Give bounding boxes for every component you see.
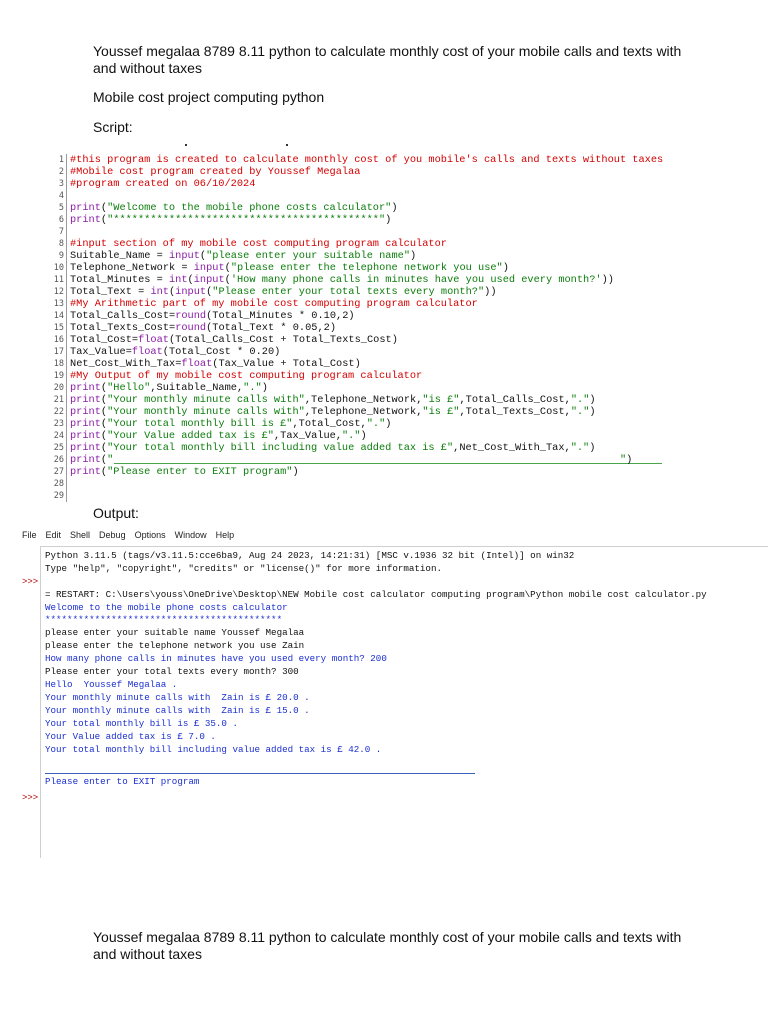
gutter-divider (66, 370, 67, 382)
code-line (46, 454, 706, 466)
document-subtitle: Mobile cost project computing python (93, 89, 325, 105)
menu-edit[interactable]: Edit (45, 530, 62, 540)
code-text: #My Output of my mobile cost computing program calculator (70, 370, 423, 382)
code-line (46, 262, 706, 274)
line-number: 9 (58, 251, 64, 261)
code-text: print("Your total monthly bill is £",Total_Cost,".") (70, 418, 392, 430)
gutter-divider (66, 430, 67, 442)
code-text: Total_Calls_Cost=round(Total_Minutes * 0.10,2) (70, 310, 355, 322)
line-number: 22 (53, 407, 64, 417)
code-text: #this program is created to calculate monthly cost of you mobile's calls and texts without taxes (70, 154, 664, 166)
code-line (46, 310, 706, 322)
code-text: print(" ") (70, 454, 633, 466)
gutter-divider (66, 334, 67, 346)
code-text: Tax_Value=float(Total_Cost * 0.20) (70, 346, 281, 358)
shell-gutter (40, 546, 41, 858)
gutter-divider (66, 238, 67, 250)
gutter-divider (66, 286, 67, 298)
python-banner-help: Type "help", "copyright", "credits" or "license()" for more information. (45, 563, 442, 574)
line-number: 26 (53, 455, 64, 465)
line-number: 19 (53, 371, 64, 381)
shell-input-line: please enter your suitable name Youssef Megalaa (45, 627, 305, 638)
gutter-divider (66, 406, 67, 418)
gutter-divider (66, 394, 67, 406)
code-text: Total_Text = int(input("Please enter your total texts every month?")) (70, 286, 497, 298)
code-text: print("Please enter to EXIT program") (70, 466, 299, 478)
shell-output-line: Please enter to EXIT program (45, 776, 200, 787)
gutter-divider (66, 478, 67, 490)
restart-line: = RESTART: C:\Users\youss\OneDrive\Desktop\NEW Mobile cost calculator computing program\Python mobile cost calculator.py (45, 589, 707, 600)
code-text: #input section of my mobile cost computing program calculator (70, 238, 447, 250)
gutter-divider (66, 322, 67, 334)
code-line (46, 238, 706, 250)
code-line (46, 322, 706, 334)
shell-output-line: Your monthly minute calls with Zain is £ 20.0 . (45, 692, 310, 703)
line-number: 3 (58, 179, 64, 189)
code-text: print("*******************************************") (70, 214, 392, 226)
script-label: Script: (93, 119, 133, 135)
python-banner: Python 3.11.5 (tags/v3.11.5:cce6ba9, Aug 24 2023, 14:21:31) [MSC v.1936 32 bit (Intel)] on win32 (45, 550, 575, 561)
code-line (46, 466, 706, 478)
shell-input-line: Please enter your total texts every month? 300 (45, 666, 299, 677)
line-number: 15 (53, 323, 64, 333)
output-separator (45, 773, 475, 774)
shell-output-line: Your total monthly bill is £ 35.0 . (45, 718, 238, 729)
code-text: print("Welcome to the mobile phone costs calculator") (70, 202, 398, 214)
code-line (46, 202, 706, 214)
code-line (46, 358, 706, 370)
code-text: Total_Cost=float(Total_Calls_Cost + Total_Texts_Cost) (70, 334, 398, 346)
shell-output-line: Hello Youssef Megalaa . (45, 679, 178, 690)
gutter-divider (66, 418, 67, 430)
shell-prompt: >>> (22, 793, 39, 803)
code-text: Total_Minutes = int(input('How many phone calls in minutes have you used every month?')) (70, 274, 614, 286)
gutter-divider (66, 154, 67, 166)
shell-output-line: Welcome to the mobile phone costs calculator (45, 602, 288, 613)
document-footer: Youssef megalaa 8789 8.11 python to calculate monthly cost of your mobile calls and texts with and without taxes (93, 929, 682, 962)
code-line (46, 406, 706, 418)
line-number: 28 (53, 479, 64, 489)
line-number: 7 (58, 227, 64, 237)
shell-output-line: ******************************************* (45, 614, 283, 625)
gutter-divider (66, 178, 67, 190)
line-number: 14 (53, 311, 64, 321)
menu-options[interactable]: Options (134, 530, 166, 540)
line-number: 16 (53, 335, 64, 345)
line-number: 23 (53, 419, 64, 429)
gutter-divider (66, 202, 67, 214)
line-number: 13 (53, 299, 64, 309)
gutter-divider (66, 490, 67, 502)
gutter-divider (66, 466, 67, 478)
line-number: 1 (58, 155, 64, 165)
output-label: Output: (93, 505, 139, 521)
code-editor-screenshot (46, 150, 706, 502)
gutter-divider (66, 226, 67, 238)
menu-shell[interactable]: Shell (70, 530, 91, 540)
line-number: 17 (53, 347, 64, 357)
line-number: 20 (53, 383, 64, 393)
gutter-divider (66, 346, 67, 358)
line-number: 29 (53, 491, 64, 501)
line-number: 18 (53, 359, 64, 369)
stray-mark (286, 144, 288, 146)
gutter-divider (66, 250, 67, 262)
code-line (46, 418, 706, 430)
code-line (46, 166, 706, 178)
menu-debug[interactable]: Debug (99, 530, 126, 540)
menu-window[interactable]: Window (174, 530, 207, 540)
code-line (46, 430, 706, 442)
line-number: 6 (58, 215, 64, 225)
gutter-divider (66, 358, 67, 370)
gutter-divider (66, 454, 67, 466)
line-number: 25 (53, 443, 64, 453)
menu-file[interactable]: File (22, 530, 37, 540)
code-line (46, 370, 706, 382)
code-line (46, 178, 706, 190)
gutter-divider (66, 298, 67, 310)
menu-divider (40, 546, 768, 547)
line-number: 12 (53, 287, 64, 297)
gutter-divider (66, 166, 67, 178)
code-text: print("Hello",Suitable_Name,".") (70, 382, 268, 394)
code-text: #program created on 06/10/2024 (70, 178, 256, 190)
stray-mark (185, 144, 187, 146)
gutter-divider (66, 274, 67, 286)
code-text: print("Your monthly minute calls with",Telephone_Network,"is £",Total_Texts_Cost,".") (70, 406, 596, 418)
code-line (46, 382, 706, 394)
gutter-divider (66, 190, 67, 202)
code-text: Total_Texts_Cost=round(Total_Text * 0.05,2) (70, 322, 337, 334)
line-number: 24 (53, 431, 64, 441)
gutter-divider (66, 214, 67, 226)
line-number: 21 (53, 395, 64, 405)
code-line (46, 394, 706, 406)
code-text: #Mobile cost program created by Youssef Megalaa (70, 166, 361, 178)
gutter-divider (66, 262, 67, 274)
code-line (46, 250, 706, 262)
code-line (46, 298, 706, 310)
gutter-divider (66, 442, 67, 454)
line-number: 10 (53, 263, 64, 273)
code-text: print("Your monthly minute calls with",Telephone_Network,"is £",Total_Calls_Cost,".") (70, 394, 596, 406)
line-number: 4 (58, 191, 64, 201)
line-number: 5 (58, 203, 64, 213)
shell-output-line: Your total monthly bill including value added tax is £ 42.0 . (45, 744, 382, 755)
gutter-divider (66, 382, 67, 394)
code-line (46, 442, 706, 454)
code-line (46, 346, 706, 358)
code-line (46, 190, 706, 202)
code-text: print("Your total monthly bill including value added tax is £",Net_Cost_With_Tax,".") (70, 442, 596, 454)
code-line (46, 286, 706, 298)
code-line (46, 214, 706, 226)
code-text: #My Arithmetic part of my mobile cost computing program calculator (70, 298, 478, 310)
code-line (46, 226, 706, 238)
line-number: 8 (58, 239, 64, 249)
code-line (46, 490, 706, 502)
code-line (46, 154, 706, 166)
shell-menubar (18, 530, 234, 544)
shell-input-line: How many phone calls in minutes have you used every month? 200 (45, 653, 387, 664)
shell-input-line: please enter the telephone network you use Zain (45, 640, 305, 651)
line-number: 11 (53, 275, 64, 285)
code-text: Net_Cost_With_Tax=float(Tax_Value + Total_Cost) (70, 358, 361, 370)
code-line (46, 478, 706, 490)
line-number: 2 (58, 167, 64, 177)
code-line (46, 334, 706, 346)
menu-help[interactable]: Help (215, 530, 235, 540)
code-text: print("Your Value added tax is £",Tax_Value,".") (70, 430, 367, 442)
document-title: Youssef megalaa 8789 8.11 python to calculate monthly cost of your mobile calls and texts with and without taxes (93, 43, 682, 76)
code-text: Telephone_Network = input("please enter the telephone network you use") (70, 262, 509, 274)
code-line (46, 274, 706, 286)
code-text: Suitable_Name = input("please enter your suitable name") (70, 250, 417, 262)
shell-output-line: Your monthly minute calls with Zain is £ 15.0 . (45, 705, 310, 716)
shell-output-line: Your Value added tax is £ 7.0 . (45, 731, 216, 742)
line-number: 27 (53, 467, 64, 477)
gutter-divider (66, 310, 67, 322)
idle-shell-window (18, 530, 768, 860)
shell-prompt: >>> (22, 577, 39, 587)
